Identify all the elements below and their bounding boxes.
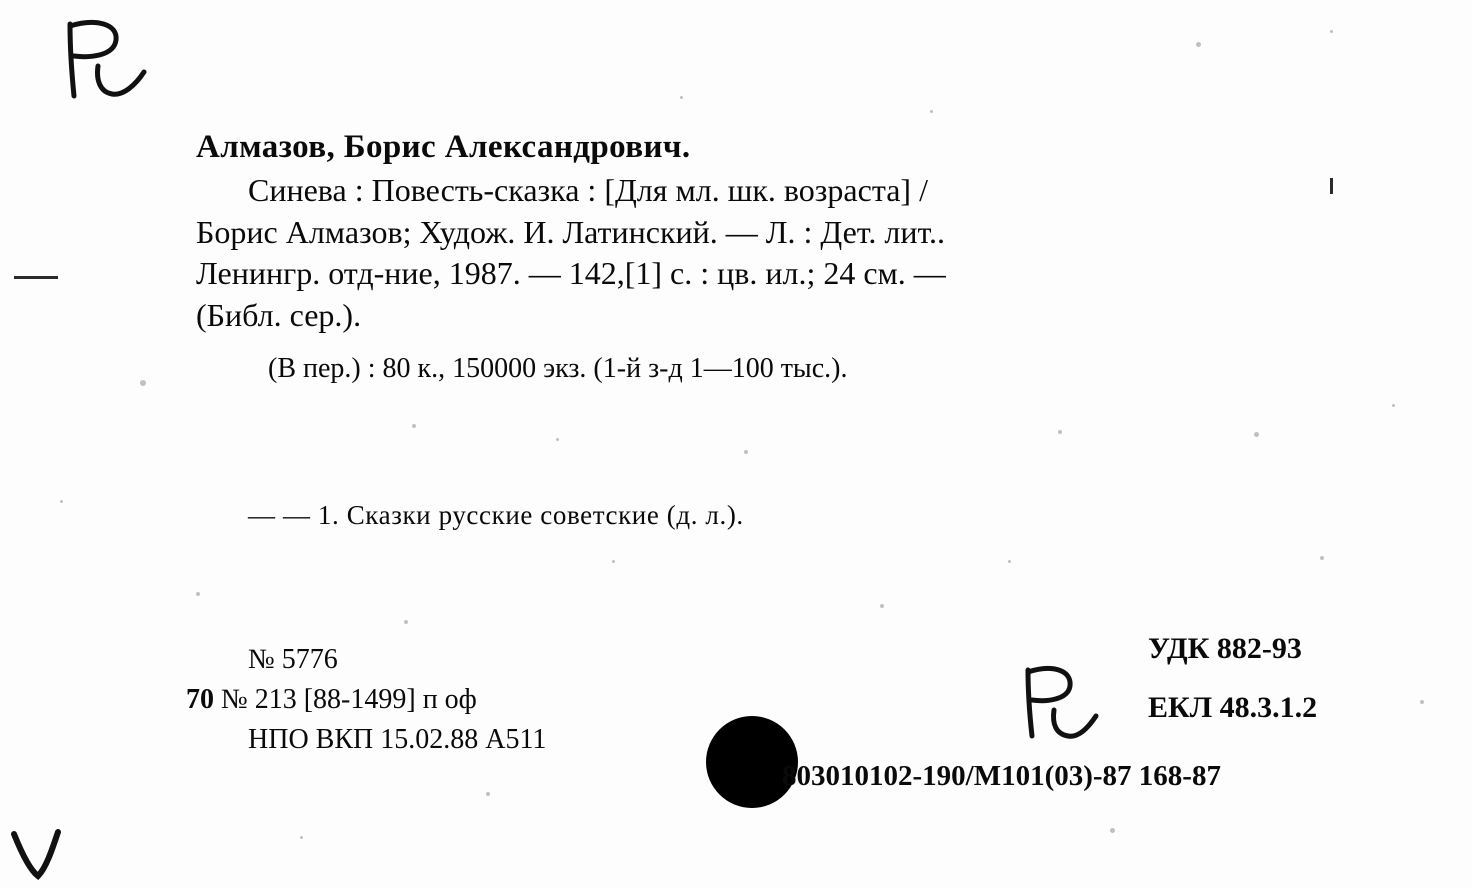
footer-right-block xyxy=(1148,620,1317,737)
handwriting-mid-mark xyxy=(1012,662,1107,747)
title-statement-line-3: Ленингр. отд-ние, 1987. — 142,[1] с. : цв. ил.; 24 см. — xyxy=(196,255,946,292)
title-statement-line-2: Борис Алмазов; Худож. И. Латинский. — Л. : Дет. лит.. xyxy=(196,213,946,250)
title-statement-line-1: Синева : Повесть-сказка : [Для мл. шк. возраста] / xyxy=(248,172,928,209)
order-rest: № 213 [88-1499] п оф xyxy=(221,683,477,715)
printing-org-line: НПО ВКП 15.02.88 А511 xyxy=(248,723,547,755)
udk-code: УДК 882-93 xyxy=(1148,632,1302,665)
ekl-code: ЕКЛ 48.3.1.2 xyxy=(1148,690,1318,724)
handwriting-top-mark xyxy=(52,14,162,109)
record-number: № 5776 xyxy=(248,644,338,675)
subject-tracing: — — 1. Сказки русские советские (д. л.). xyxy=(248,500,744,530)
order-prefix: 70 xyxy=(186,683,214,715)
author-heading: Алмазов, Борис Александрович. xyxy=(196,129,691,165)
order-number-line xyxy=(186,680,546,720)
footer-left-block xyxy=(186,640,546,759)
imprint-number: 803010102-190/М101(03)-87 168-87 xyxy=(782,760,1221,792)
price-and-print-run: (В пер.) : 80 к., 150000 экз. (1-й з-д 1—100 тыс.). xyxy=(268,352,848,384)
handwriting-check-mark xyxy=(8,828,68,883)
bibliographic-record xyxy=(196,126,1386,415)
stray-mark-left xyxy=(14,276,58,279)
title-statement-line-4: (Библ. сер.). xyxy=(196,297,362,334)
